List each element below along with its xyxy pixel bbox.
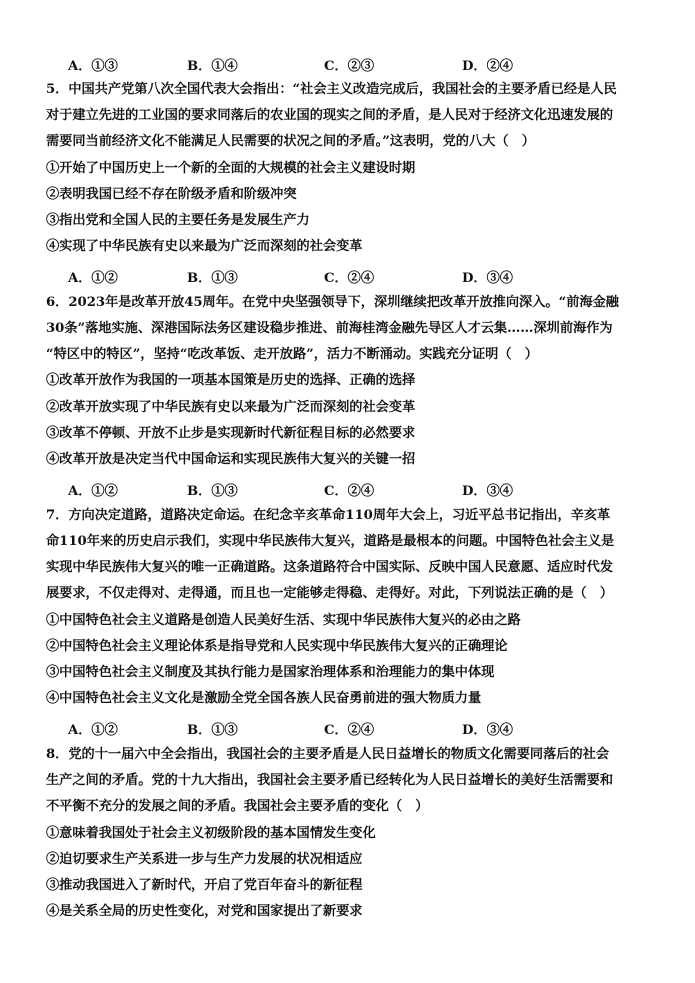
- q8-item-4: ④是关系全局的历史性变化，对党和国家提出了新要求: [46, 904, 363, 919]
- q5-item-2: ②表明我国已经不存在阶级矛盾和阶级冲突: [46, 187, 297, 202]
- q6-stem-line-3: “特区中的特区”，坚持“吃改革饭、走开放路”，活力不断涌动。实践充分证明（ ）: [46, 347, 538, 362]
- q4-option-c: C．②③: [324, 59, 375, 74]
- q6-option-b: B．①③: [187, 484, 238, 499]
- q5-stem-line-3: 需要同当前经济文化不能满足人民需要的状况之间的矛盾。”这表明，党的八大（ ）: [46, 134, 535, 149]
- q6-item-2: ②改革开放实现了中华民族有史以来最为广泛而深刻的社会变革: [46, 400, 416, 415]
- q5-option-a: A．①②: [68, 271, 118, 286]
- q7-option-d: D．③④: [462, 723, 513, 738]
- q6-options: [68, 480, 668, 498]
- q7-item-3: ③中国特色社会主义制度及其执行能力是国家治理体系和治理能力的集中体现: [46, 665, 495, 680]
- q5-option-b: B．①③: [187, 271, 238, 286]
- q4-option-a: A．①③: [68, 59, 118, 74]
- q5-options: [68, 267, 668, 285]
- q7-option-a: A．①②: [68, 723, 118, 738]
- q7-stem-line-4: 展要求，不仅走得对、走得通，而且也一定能够走得稳、走得好。对此，下列说法正确的是（ ）: [46, 586, 614, 601]
- q8-item-2: ②迫切要求生产关系进一步与生产力发展的状况相适应: [46, 852, 363, 867]
- q4-option-b: B．①④: [187, 59, 238, 74]
- q6-stem-line-1: 6．2023年是改革开放45周年。在党中央坚强领导下，深圳继续把改革开放推向深入。“前海金融: [46, 295, 619, 310]
- q7-item-2: ②中国特色社会主义理论体系是指导党和人民实现中华民族伟大复兴的正确理论: [46, 639, 508, 654]
- q6-option-c: C．②④: [324, 484, 375, 499]
- q5-stem-line-2: 对于建立先进的工业国的要求同落后的农业国的现实之间的矛盾，是人民对于经济文化迅速发展的: [46, 108, 614, 123]
- q8-item-1: ①意味着我国处于社会主义初级阶段的基本国情发生变化: [46, 826, 376, 841]
- q7-options: [68, 719, 668, 737]
- q7-item-1: ①中国特色社会主义道路是创造人民美好生活、实现中华民族伟大复兴的必由之路: [46, 613, 521, 628]
- q6-item-3: ③改革不停顿、开放不止步是实现新时代新征程目标的必然要求: [46, 426, 416, 441]
- q5-item-3: ③指出党和全国人民的主要任务是发展生产力: [46, 213, 310, 228]
- q8-item-3: ③推动我国进入了新时代，开启了党百年奋斗的新征程: [46, 878, 363, 893]
- q7-option-c: C．②④: [324, 723, 375, 738]
- q6-stem-line-2: 30条”落地实施、深港国际法务区建设稳步推进、前海桂湾金融先导区人才云集……深圳前海作为: [46, 321, 613, 336]
- q7-stem-line-3: 实现中华民族伟大复兴的唯一正确道路。这条道路符合中国实际、反映中国人民意愿、适应时代发: [46, 560, 614, 575]
- q6-option-a: A．①②: [68, 484, 118, 499]
- q5-option-d: D．③④: [462, 271, 513, 286]
- q6-item-1: ①改革开放作为我国的一项基本国策是历史的选择、正确的选择: [46, 373, 416, 388]
- q5-option-c: C．②④: [324, 271, 375, 286]
- q7-item-4: ④中国特色社会主义文化是激励全党全国各族人民奋勇前进的强大物质力量: [46, 691, 482, 706]
- q7-option-b: B．①③: [187, 723, 238, 738]
- q5-item-1: ①开始了中国历史上一个新的全面的大规模的社会主义建设时期: [46, 161, 416, 176]
- q8-stem-line-2: 生产之间的矛盾。党的十九大指出，我国社会主要矛盾已经转化为人民日益增长的美好生活需要和: [46, 773, 614, 788]
- q5-item-4: ④实现了中华民族有史以来最为广泛而深刻的社会变革: [46, 239, 363, 254]
- q5-stem-line-1: 5．中国共产党第八次全国代表大会指出：“社会主义改造完成后，我国社会的主要矛盾已经是人民: [46, 82, 617, 97]
- q7-stem-line-2: 命110年来的历史启示我们，实现中华民族伟大复兴，道路是最根本的问题。中国特色社会主义是: [46, 534, 615, 549]
- q7-stem-line-1: 7．方向决定道路，道路决定命运。在纪念辛亥革命110周年大会上，习近平总书记指出，辛亥革: [46, 508, 611, 523]
- q8-stem-line-1: 8．党的十一届六中全会指出，我国社会的主要矛盾是人民日益增长的物质文化需要同落后的社会: [46, 747, 610, 762]
- q6-option-d: D．③④: [462, 484, 513, 499]
- q8-stem-line-3: 不平衡不充分的发展之间的矛盾。我国社会主要矛盾的变化（ ）: [46, 799, 429, 814]
- q6-item-4: ④改革开放是决定当代中国命运和实现民族伟大复兴的关键一招: [46, 452, 416, 467]
- q4-option-d: D．②④: [462, 59, 513, 74]
- q4-options: [68, 55, 668, 73]
